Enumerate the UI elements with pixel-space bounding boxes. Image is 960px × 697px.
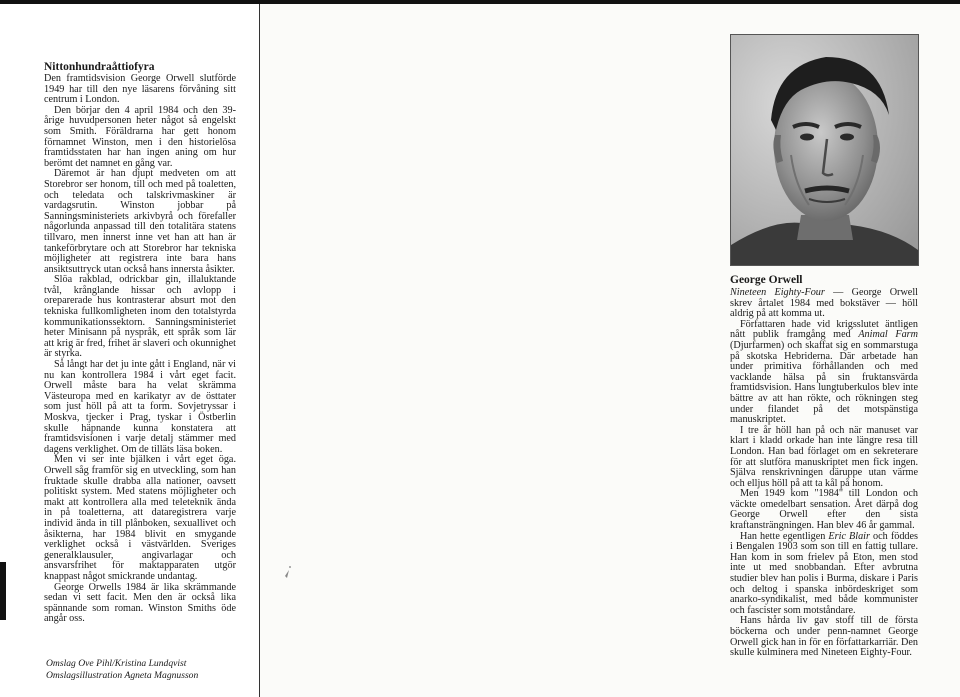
blank-inner-page — [261, 4, 717, 697]
synopsis-paragraph: Slöa rakblad, odrickbar gin, illaluktande tvål, krånglande hissar och avlopp i oreparerade hus kontrasterar absurt mot den tekniska fullkomligheten inom den totalstyrda kommunikationssektorn. Sanningsministeriet heter Minisann på nyspråk, ett språk som lär att krig är fred, frihet är slaveri och okunnighet är styrka. — [44, 274, 236, 360]
author-bio-title: George Orwell — [730, 274, 803, 286]
synopsis-paragraph: Den börjar den 4 april 1984 och den 39-årige huvudpersonen heter något så engelskt som Smith. Föräldrarna har gett honom förnamnet Winston, men i den historielösa framtidsstaten har han ingen aning om hur berömt det namnet en gång var. — [44, 104, 236, 169]
book-title-nineteen-eighty-four: Nineteen Eighty-Four — [730, 287, 825, 298]
cover-design-credit: Omslag Ove Pihl/Kristina Lundqvist — [46, 658, 187, 669]
synopsis-column — [44, 61, 236, 625]
bio-paragraph: Men 1949 kom "1984" till London och väckte omedelbart sensation. Året därpå dog George Orwell efter den sista kraftansträngningen. Han blev 46 år gammal. — [730, 488, 918, 532]
author-portrait-photo — [730, 34, 919, 266]
author-birth-name: Eric Blair — [828, 530, 870, 542]
bio-paragraph: Hans hårda liv gav stoff till de första böckerna och under penn-namnet George Orwell gick han in för en författarkarriär. Den skulle kulminera med Nineteen Eighty-Four. — [730, 615, 918, 659]
book-title-animal-farm: Animal Farm — [858, 329, 918, 341]
scan-speck-mark — [283, 562, 293, 582]
synopsis-paragraph: Däremot är han djupt medveten om att Storebror ser honom, till och med på toaletten, och teledata och talskrivmaskiner är vardagsrutin. Winston jobbar på Sanningsministeriets arkivbyrå och förefaller någorlunda anpassad till den totalitära statens tillvaro, men innerst inne vet han att han är tankeförbrytare och att Storebror har tekniska möjligheter att registrera inte bara hans ansiktsuttryck utan också hans innersta åsikter. — [44, 168, 236, 275]
cover-credits — [46, 658, 256, 682]
synopsis-paragraph: George Orwells 1984 är lika skrämmande sedan vi sett facit. Men den är också lika spännande som roman. Winston Smiths öde angår oss. — [44, 581, 236, 625]
synopsis-paragraph: Men vi ser inte bjälken i vårt eget öga. Orwell såg framför sig en utveckling, som han fruktade skulle drabba alla nationer, oavsett politiskt system. Med statens möjligheter och makt att kontrollera alla med teleteknik ända in på toaletterna, att dataregistrera varje individ ända in till plånboken, sexuallivet och åsikterna, har 1984 blivit en smygande verklighet också i västvärlden. Sveriges generalklausuler, angivarlagar och ansvarsfrihet för maktapparaten utgör knappast något smickrande undantag. — [44, 454, 236, 582]
bio-paragraph: Författaren hade vid krigsslutet äntligen nått publik framgång med Animal Farm (Djurfarmen) och skaffat sig en sommarstuga på skotska Hebriderna. Där arbetade han under primitiva förhållanden och med vacklande hälsa på sin fruktansvärda framtidsvision. Hans lungtuberkulos blev inte bättre av att han rökte, och rökningen steg under filandet på det motspänstiga manuskriptet. — [730, 318, 918, 426]
back-cover-panel — [0, 4, 260, 697]
bio-paragraph: I tre år höll han på och när manuset var klart i kladd orkade han inte längre resa till London. Han bad förlaget om en sekreterare för att slutföra manuskriptet men fick ingen. Själva renskrivningen däruppe utan värme och elljus höll på att ta kål på honom. — [730, 424, 918, 489]
bio-paragraph: Han hette egentligen Eric Blair och föddes i Bengalen 1903 som son till en fattig tullare. Han kom in som frielev på Eton, men stod inte ut med snobbandan. Efter avbrutna studier blev han polis i Burma, diskare i Paris och deltog i spanska inbördeskriget som anarko-syndikalist, med både kommunister och fascister som motståndare. — [730, 530, 918, 616]
author-bio-column — [730, 274, 918, 659]
synopsis-paragraph: Den framtidsvision George Orwell slutförde 1949 har till den nye läsarens förvåning sitt centrum i London. — [44, 73, 236, 106]
scan-edge-mark — [0, 562, 6, 620]
synopsis-paragraph: Så långt har det ju inte gått i England, när vi nu kan kontrollera 1984 i vårt eget facit. Orwell måste bara ha velat skrämma Västeuropa med en karikatyr av de östtater som just höll på att ta form. Sovjetryssar i Moskva, tjecker i Prag, tyskar i Östberlin skulle häpnande kunna konstatera att framtidsvisionen i varje detalj stämmer med dagens verklighet. Om de tilläts läsa boken. — [44, 359, 236, 455]
cover-illustration-credit: Omslagsillustration Agneta Magnusson — [46, 670, 199, 681]
portrait-illustration — [731, 35, 918, 265]
bio-paragraph: Nineteen Eighty-Four — George Orwell skrev årtalet 1984 med bokstäver — höll aldrig på att komma ut. — [730, 287, 918, 320]
synopsis-title: Nittonhundraåttiofyra — [44, 61, 155, 73]
